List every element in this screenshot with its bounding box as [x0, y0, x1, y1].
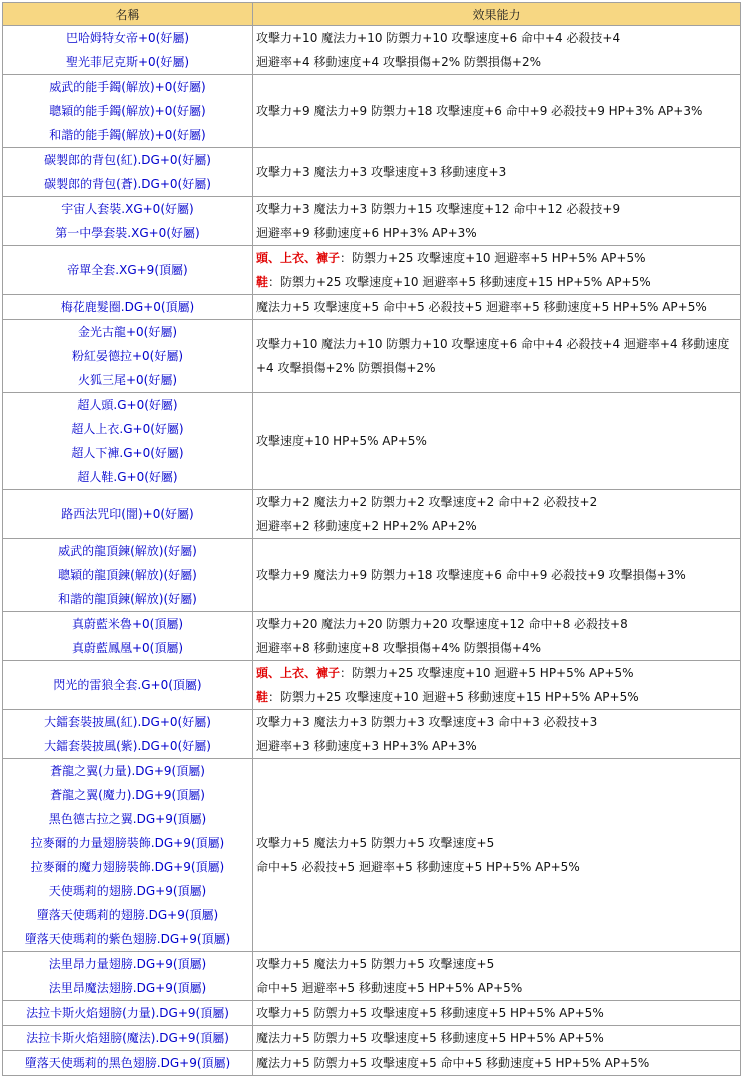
effect-text: 攻擊力+5 魔法力+5 防禦力+5 攻擊速度+5 — [256, 836, 495, 850]
effect-line — [256, 50, 740, 74]
effect-line — [256, 976, 740, 1000]
item-name: 路西法咒印(闇)+0(好屬) — [61, 507, 194, 521]
table-row — [3, 320, 741, 393]
effect-text: 攻擊力+20 魔法力+20 防禦力+20 攻擊速度+12 命中+8 必殺技+8 — [256, 617, 628, 631]
effect-text: 攻擊力+3 魔法力+3 防禦力+3 攻擊速度+3 命中+3 必殺技+3 — [256, 715, 598, 729]
table-row — [3, 1001, 741, 1026]
effect-text: ：防禦力+25 攻擊速度+10 迴避率+5 移動速度+15 HP+5% AP+5% — [268, 275, 651, 289]
item-names-cell — [3, 197, 253, 246]
item-name: 大鐳套裝披風(紅).DG+0(好屬) — [44, 715, 211, 729]
item-name: 聰穎的能手鐲(解放)+0(好屬) — [49, 104, 206, 118]
item-names-cell — [3, 539, 253, 612]
effect-text: ：防禦力+25 攻擊速度+10 迴避+5 HP+5% AP+5% — [340, 666, 634, 680]
effect-text: ：防禦力+25 攻擊速度+10 迴避+5 移動速度+15 HP+5% AP+5% — [268, 690, 639, 704]
item-names-cell — [3, 490, 253, 539]
effect-line — [256, 270, 740, 294]
item-name: 超人頭.G+0(好屬) — [77, 398, 178, 412]
item-names-cell — [3, 759, 253, 952]
effect-text: 攻擊速度+10 HP+5% AP+5% — [256, 434, 427, 448]
item-name: 拉麥爾的力量翅膀裝飾.DG+9(頂屬) — [30, 836, 225, 850]
item-name: 法里昂魔法翅膀.DG+9(頂屬) — [48, 981, 207, 995]
effect-text: 攻擊力+3 魔法力+3 攻擊速度+3 移動速度+3 — [256, 165, 507, 179]
item-name: 碳製郎的背包(紅).DG+0(好屬) — [44, 153, 211, 167]
effect-text: 魔法力+5 防禦力+5 攻擊速度+5 命中+5 移動速度+5 HP+5% AP+5% — [256, 1056, 650, 1070]
item-names-cell — [3, 1051, 253, 1076]
table-row — [3, 197, 741, 246]
effect-line — [256, 1026, 740, 1050]
item-name: 蒼龍之翼(力量).DG+9(頂屬) — [50, 764, 205, 778]
effect-line — [256, 563, 740, 587]
equipment-effects-table — [2, 2, 741, 1076]
effect-slot-prefix: 鞋 — [256, 690, 269, 704]
effect-text: 魔法力+5 防禦力+5 攻擊速度+5 移動速度+5 HP+5% AP+5% — [256, 1031, 604, 1045]
item-names-cell — [3, 295, 253, 320]
effect-line — [256, 831, 740, 855]
item-name: 法里昂力量翅膀.DG+9(頂屬) — [48, 957, 207, 971]
effect-cell — [253, 1051, 741, 1076]
effect-slot-prefix: 頭、上衣、褲子 — [256, 666, 341, 680]
item-name: 和諧的龍頂鍊(解放)(好屬) — [58, 592, 197, 606]
effect-cell — [253, 1001, 741, 1026]
item-name: 蒼龍之翼(魔力).DG+9(頂屬) — [50, 788, 205, 802]
effect-text: 攻擊力+3 魔法力+3 防禦力+15 攻擊速度+12 命中+12 必殺技+9 — [256, 202, 621, 216]
item-name: 墮落天使瑪莉的紫色翅膀.DG+9(頂屬) — [24, 932, 231, 946]
table-row — [3, 661, 741, 710]
item-name: 梅花鹿髮圈.DG+0(頂屬) — [60, 300, 195, 314]
item-name: 超人上衣.G+0(好屬) — [71, 422, 184, 436]
item-name: 拉麥爾的魔力翅膀裝飾.DG+9(頂屬) — [30, 860, 225, 874]
item-names-cell — [3, 246, 253, 295]
item-name: 巴哈姆特女帝+0(好屬) — [65, 31, 190, 45]
item-name: 墮落天使瑪莉的黑色翅膀.DG+9(頂屬) — [24, 1056, 231, 1070]
item-name: 火狐三尾+0(好屬) — [77, 373, 178, 387]
table-row — [3, 148, 741, 197]
effect-line — [256, 734, 740, 758]
effect-text: 攻擊力+5 魔法力+5 防禦力+5 攻擊速度+5 — [256, 957, 495, 971]
header-effect: 效果能力 — [253, 3, 741, 26]
effect-cell — [253, 393, 741, 490]
table-row — [3, 1051, 741, 1076]
table-row — [3, 295, 741, 320]
item-name: 碳製郎的背包(蒼).DG+0(好屬) — [44, 177, 211, 191]
effect-cell — [253, 490, 741, 539]
effect-slot-prefix: 頭、上衣、褲子 — [256, 251, 341, 265]
item-names-cell — [3, 148, 253, 197]
item-names-cell — [3, 26, 253, 75]
item-name: 黑色德古拉之翼.DG+9(頂屬) — [48, 812, 207, 826]
effect-text: 攻擊力+10 魔法力+10 防禦力+10 攻擊速度+6 命中+4 必殺技+4 迴避率+4 移動速度+4 攻擊損傷+2% 防禦損傷+2% — [256, 337, 730, 375]
effect-text: 攻擊力+2 魔法力+2 防禦力+2 攻擊速度+2 命中+2 必殺技+2 — [256, 495, 598, 509]
effect-text: 攻擊力+9 魔法力+9 防禦力+18 攻擊速度+6 命中+9 必殺技+9 HP+3% AP+3% — [256, 104, 703, 118]
effect-line — [256, 246, 740, 270]
equipment-effects-table-wrapper — [2, 2, 741, 1076]
effect-text: 迴避率+2 移動速度+2 HP+2% AP+2% — [256, 519, 477, 533]
table-body — [3, 26, 741, 1076]
effect-line — [256, 295, 740, 319]
item-name: 威武的能手鐲(解放)+0(好屬) — [49, 80, 206, 94]
effect-line — [256, 429, 740, 453]
effect-line — [256, 636, 740, 660]
effect-cell — [253, 197, 741, 246]
item-names-cell — [3, 710, 253, 759]
item-name: 宇宙人套裝.XG+0(好屬) — [61, 202, 194, 216]
effect-cell — [253, 710, 741, 759]
effect-line — [256, 855, 740, 879]
table-row — [3, 75, 741, 148]
item-name: 第一中學套裝.XG+0(好屬) — [55, 226, 200, 240]
item-name: 法拉卡斯火焰翅膀(魔法).DG+9(頂屬) — [26, 1031, 229, 1045]
table-row — [3, 26, 741, 75]
item-name: 聖光菲尼克斯+0(好屬) — [65, 55, 190, 69]
table-row — [3, 952, 741, 1001]
effect-line — [256, 661, 740, 685]
effect-line — [256, 710, 740, 734]
effect-line — [256, 612, 740, 636]
item-name: 超人鞋.G+0(好屬) — [77, 470, 178, 484]
item-name: 天使瑪莉的翅膀.DG+9(頂屬) — [48, 884, 207, 898]
effect-cell — [253, 1026, 741, 1051]
effect-line — [256, 1001, 740, 1025]
item-names-cell — [3, 1001, 253, 1026]
effect-line — [256, 952, 740, 976]
effect-text: 命中+5 必殺技+5 迴避率+5 移動速度+5 HP+5% AP+5% — [256, 860, 580, 874]
effect-line — [256, 197, 740, 221]
effect-line — [256, 26, 740, 50]
effect-line — [256, 160, 740, 184]
item-name: 和諧的能手鐲(解放)+0(好屬) — [49, 128, 206, 142]
table-row — [3, 612, 741, 661]
header-name: 名稱 — [3, 3, 253, 26]
effect-text: 迴避率+4 移動速度+4 攻擊損傷+2% 防禦損傷+2% — [256, 55, 542, 69]
item-name: 粉紅晏德拉+0(好屬) — [71, 349, 184, 363]
effect-line — [256, 490, 740, 514]
effect-cell — [253, 295, 741, 320]
effect-slot-prefix: 鞋 — [256, 275, 269, 289]
table-header-row — [3, 3, 741, 26]
effect-cell — [253, 246, 741, 295]
effect-text: 迴避率+3 移動速度+3 HP+3% AP+3% — [256, 739, 477, 753]
effect-cell — [253, 759, 741, 952]
effect-text: 攻擊力+10 魔法力+10 防禦力+10 攻擊速度+6 命中+4 必殺技+4 — [256, 31, 621, 45]
effect-cell — [253, 612, 741, 661]
item-name: 閃光的雷狼全套.G+0(頂屬) — [53, 678, 202, 692]
effect-text: 迴避率+9 移動速度+6 HP+3% AP+3% — [256, 226, 477, 240]
table-row — [3, 246, 741, 295]
effect-text: 攻擊力+5 防禦力+5 攻擊速度+5 移動速度+5 HP+5% AP+5% — [256, 1006, 604, 1020]
effect-cell — [253, 661, 741, 710]
item-names-cell — [3, 952, 253, 1001]
item-names-cell — [3, 75, 253, 148]
table-row — [3, 710, 741, 759]
effect-cell — [253, 148, 741, 197]
effect-text: 命中+5 迴避率+5 移動速度+5 HP+5% AP+5% — [256, 981, 523, 995]
effect-line — [256, 685, 740, 709]
effect-line — [256, 514, 740, 538]
effect-cell — [253, 320, 741, 393]
item-name: 法拉卡斯火焰翅膀(力量).DG+9(頂屬) — [26, 1006, 229, 1020]
table-row — [3, 393, 741, 490]
item-names-cell — [3, 661, 253, 710]
item-name: 威武的龍頂鍊(解放)(好屬) — [58, 544, 197, 558]
table-row — [3, 759, 741, 952]
effect-cell — [253, 26, 741, 75]
effect-line — [256, 1051, 740, 1075]
effect-cell — [253, 75, 741, 148]
item-name: 墮落天使瑪莉的翅膀.DG+9(頂屬) — [36, 908, 219, 922]
effect-text: 迴避率+8 移動速度+8 攻擊損傷+4% 防禦損傷+4% — [256, 641, 542, 655]
effect-text: 魔法力+5 攻擊速度+5 命中+5 必殺技+5 迴避率+5 移動速度+5 HP+5% AP+5% — [256, 300, 707, 314]
effect-text: ：防禦力+25 攻擊速度+10 迴避率+5 HP+5% AP+5% — [340, 251, 646, 265]
effect-line — [256, 99, 740, 123]
item-names-cell — [3, 1026, 253, 1051]
item-name: 大鐳套裝披風(紫).DG+0(好屬) — [44, 739, 211, 753]
item-names-cell — [3, 320, 253, 393]
effect-line — [256, 221, 740, 245]
item-name: 金光古龍+0(好屬) — [77, 325, 178, 339]
item-names-cell — [3, 393, 253, 490]
table-row — [3, 490, 741, 539]
item-name: 聰穎的龍頂鍊(解放)(好屬) — [58, 568, 197, 582]
item-name: 超人下褲.G+0(好屬) — [71, 446, 184, 460]
item-name: 真蔚藍鳳凰+0(頂屬) — [71, 641, 184, 655]
item-names-cell — [3, 612, 253, 661]
table-row — [3, 539, 741, 612]
item-name: 帝單全套.XG+9(頂屬) — [67, 263, 188, 277]
item-name: 真蔚藍米魯+0(頂屬) — [71, 617, 184, 631]
table-row — [3, 1026, 741, 1051]
effect-cell — [253, 539, 741, 612]
effect-text: 攻擊力+9 魔法力+9 防禦力+18 攻擊速度+6 命中+9 必殺技+9 攻擊損傷+3% — [256, 568, 686, 582]
effect-cell — [253, 952, 741, 1001]
